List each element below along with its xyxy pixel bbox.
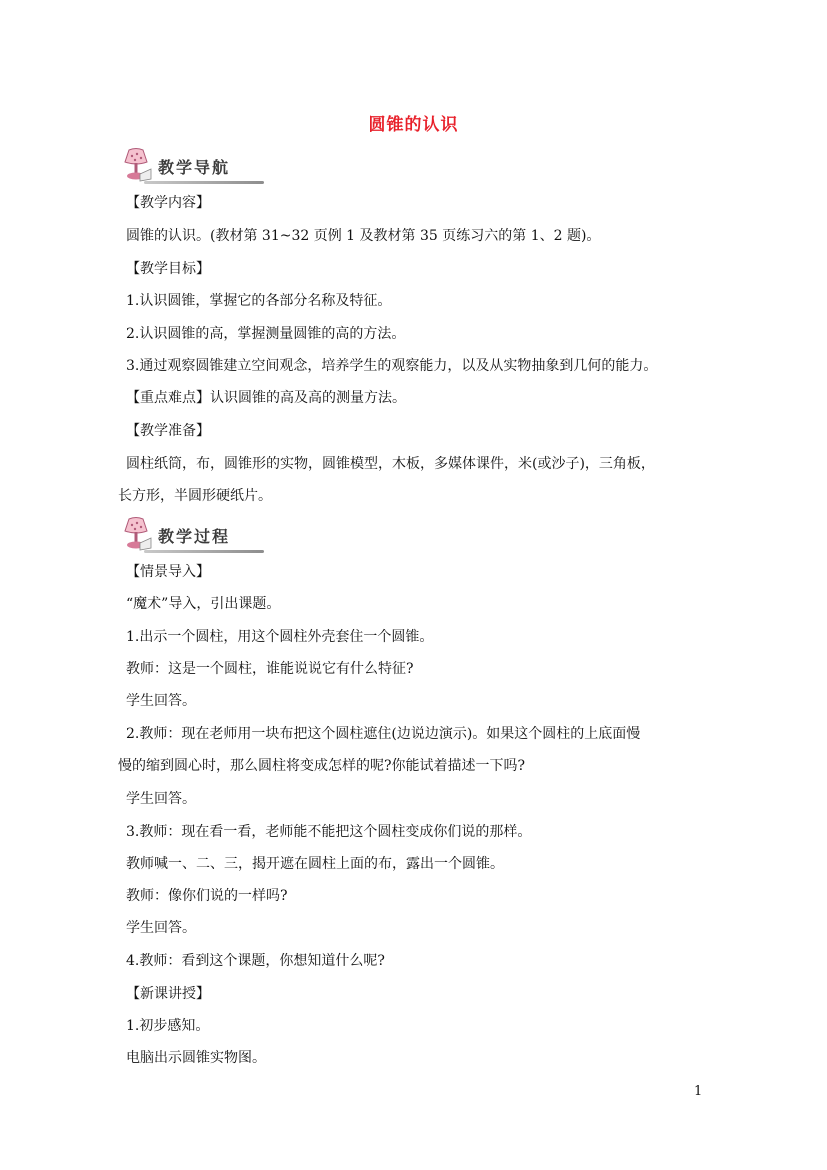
text-line: 【新课讲授】 — [126, 986, 210, 1002]
section-underline — [144, 550, 264, 553]
text-line: 电脑出示圆锥实物图。 — [126, 1050, 266, 1066]
section-label: 教学导航 — [158, 158, 231, 177]
page-number: 1 — [694, 1084, 703, 1099]
text-line: 2.教师：现在老师用一块布把这个圆柱遮住(边说边演示)。如果这个圆柱的上底面慢 — [126, 726, 641, 742]
document-title: 圆锥的认识 — [368, 115, 459, 135]
text-line: 3.通过观察圆锥建立空间观念，培养学生的观察能力，以及从实物抽象到几何的能力。 — [126, 358, 658, 374]
text-line: 【重点难点】认识圆锥的高及高的测量方法。 — [126, 390, 406, 406]
text-line: 教师：像你们说的一样吗? — [126, 888, 288, 904]
section-header-teaching-process — [118, 516, 253, 554]
text-line: 学生回答。 — [126, 920, 196, 936]
text-line: 1.认识圆锥，掌握它的各部分名称及特征。 — [126, 293, 392, 309]
section-header-teaching-navigation — [118, 147, 253, 185]
section-underline — [144, 181, 264, 184]
text-line: 学生回答。 — [126, 693, 196, 709]
text-line: 学生回答。 — [126, 791, 196, 807]
text-line: 2.认识圆锥的高，掌握测量圆锥的高的方法。 — [126, 326, 406, 342]
section-label: 教学过程 — [158, 527, 231, 546]
text-line: 【教学目标】 — [126, 261, 210, 277]
lamp-icon — [120, 147, 152, 183]
lamp-icon — [120, 516, 152, 552]
text-line: 慢的缩到圆心时，那么圆柱将变成怎样的呢?你能试着描述一下吗? — [118, 758, 526, 774]
text-line: 教师：这是一个圆柱，谁能说说它有什么特征? — [126, 661, 414, 677]
text-line: 教师喊一、二、三，揭开遮在圆柱上面的布，露出一个圆锥。 — [126, 856, 504, 872]
text-line: 4.教师：看到这个课题，你想知道什么呢? — [126, 953, 385, 969]
text-line: 1.出示一个圆柱，用这个圆柱外壳套住一个圆锥。 — [126, 629, 434, 645]
text-line: 【教学准备】 — [126, 423, 210, 439]
text-line: 圆锥的认识。(教材第 31~32 页例 1 及教材第 35 页练习六的第 1、2 题)。 — [126, 228, 601, 244]
text-line: 圆柱纸筒，布，圆锥形的实物，圆锥模型，木板，多媒体课件，米(或沙子)，三角板， — [126, 456, 655, 472]
text-line: 长方形，半圆形硬纸片。 — [118, 488, 272, 504]
text-line: 1.初步感知。 — [126, 1018, 210, 1034]
text-line: 【情景导入】 — [126, 564, 210, 580]
text-line: 【教学内容】 — [126, 195, 210, 211]
text-line: “魔术”导入，引出课题。 — [126, 596, 281, 612]
text-line: 3.教师：现在看一看，老师能不能把这个圆柱变成你们说的那样。 — [126, 824, 532, 840]
